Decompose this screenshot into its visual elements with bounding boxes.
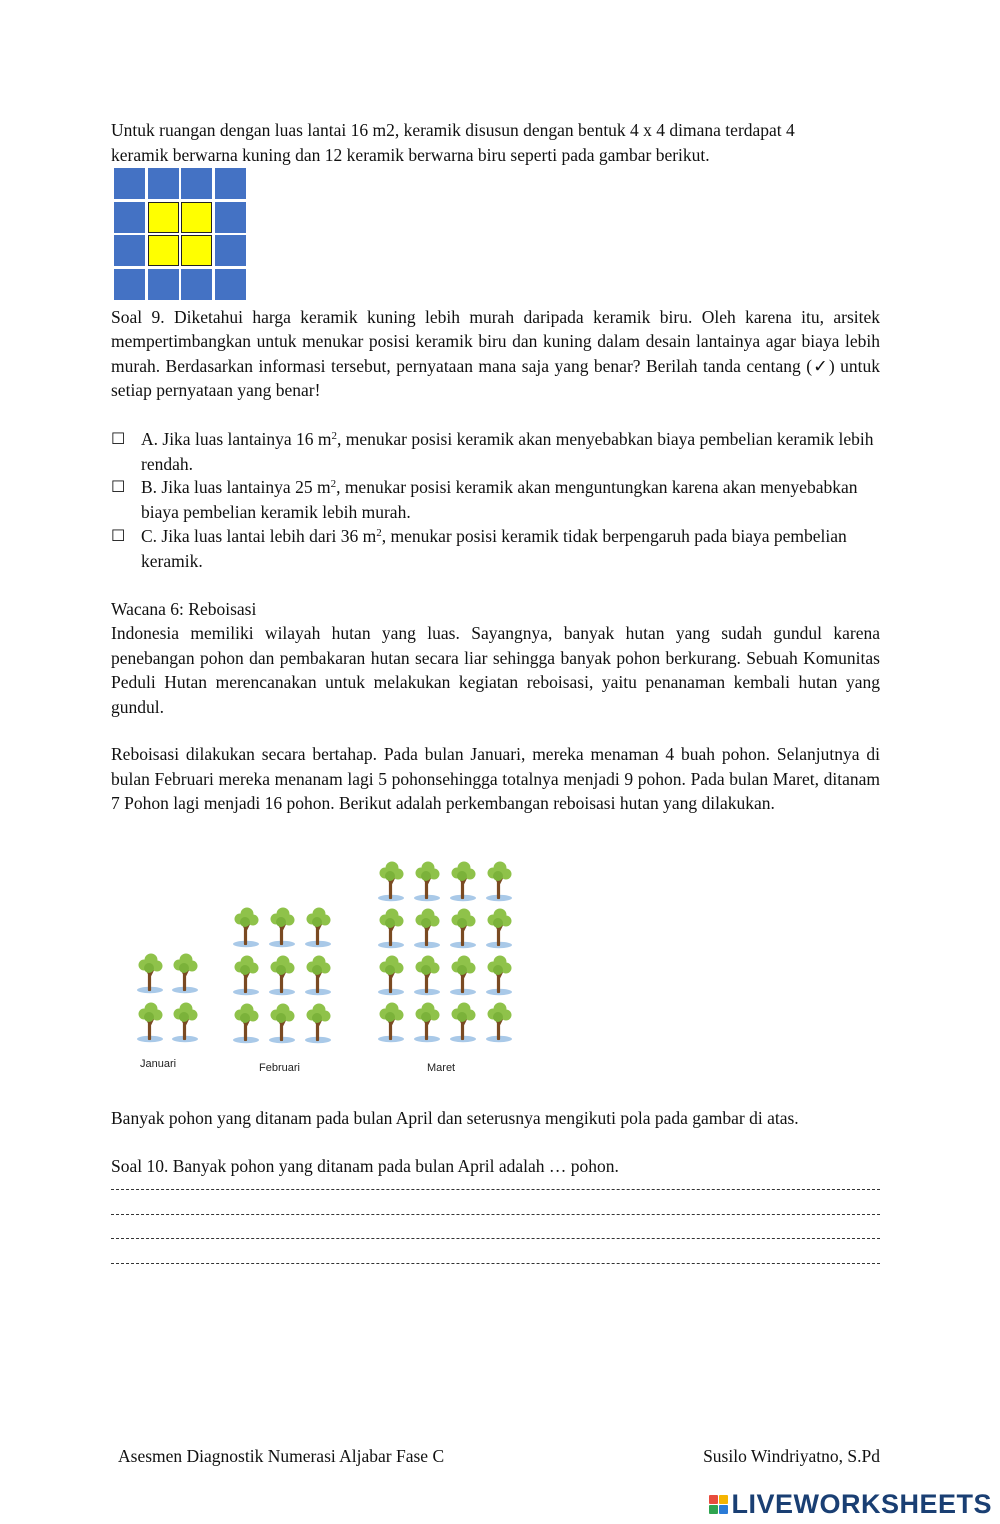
blue-tile bbox=[114, 202, 145, 233]
option-c-text: C. Jika luas lantai lebih dari 36 $m^2$, menukar posisi keramik tidak berpengaruh pada biaya pembelian keramik. bbox=[141, 526, 847, 571]
footer-author: Susilo Windriyatno, S.Pd bbox=[703, 1446, 880, 1466]
tree-icon bbox=[412, 860, 442, 902]
logo-cell bbox=[719, 1495, 728, 1504]
intro-line-2: keramik berwarna kuning dan 12 keramik berwarna biru seperti pada gambar berikut. bbox=[111, 144, 710, 165]
wacana6-paragraph-1: Indonesia memiliki wilayah hutan yang luas. Sayangnya, banyak hutan yang sudah gundul karena penebangan pohon dan pembakaran hutan secara liar sehingga banyak pohon berkurang. Sebuah Komunitas Peduli Hutan merencanakan untuk melakukan kegiatan reboisasi, yaitu penanaman kembali hutan yang gundul. bbox=[111, 623, 880, 717]
answer-line[interactable] bbox=[111, 1214, 880, 1228]
option-b-text: B. Jika luas lantainya 25 $m^2$, menukar posisi keramik akan menguntungkan karena akan menyebabkan biaya pembelian keramik lebih murah. bbox=[141, 477, 858, 522]
tree-icon bbox=[448, 860, 478, 902]
tree-icon bbox=[484, 860, 514, 902]
checkbox-c-icon[interactable]: ☐ bbox=[111, 526, 126, 545]
tree-icon bbox=[448, 954, 478, 996]
logo-cell bbox=[719, 1505, 728, 1514]
tree-icon bbox=[412, 1001, 442, 1043]
tree-icon bbox=[376, 1001, 406, 1043]
tree-icon bbox=[170, 952, 200, 994]
option-a-text: A. Jika luas lantainya 16 $m^2$, menukar posisi keramik akan menyebabkan biaya pembelian keramik lebih rendah. bbox=[141, 429, 874, 474]
wacana6-title: Wacana 6: Reboisasi bbox=[111, 599, 257, 619]
tree-icon bbox=[231, 1002, 261, 1044]
month-label: Maret bbox=[427, 1062, 456, 1074]
tree-icon bbox=[303, 906, 333, 948]
tree-icon bbox=[267, 906, 297, 948]
tree-icon bbox=[135, 952, 165, 994]
blue-tile bbox=[114, 235, 145, 266]
tree-icon bbox=[170, 1001, 200, 1043]
blue-tile bbox=[114, 168, 145, 199]
liveworksheets-logo-icon bbox=[709, 1495, 728, 1514]
tree-icon bbox=[303, 954, 333, 996]
soal9-question: Soal 9. Diketahui harga keramik kuning lebih murah daripada keramik biru. Oleh karena itu, arsitek mempertimbangkan untuk menukar posisi keramik biru dan kuning dalam desain lantainya agar biaya lebih murah. Berdasarkan informasi tersebut, pernyataan mana saja yang benar? Berilah tanda centang (✓) untuk setiap pernyataan yang benar! bbox=[111, 307, 880, 400]
intro-line-1: Untuk ruangan dengan luas lantai 16 m2, keramik disusun dengan bentuk 4 x 4 dimana terdapat 4 bbox=[111, 120, 795, 140]
blue-tile bbox=[148, 168, 179, 199]
month-label: Februari bbox=[259, 1062, 300, 1074]
tree-icon bbox=[412, 907, 442, 949]
blue-tile bbox=[148, 269, 179, 300]
logo-cell bbox=[709, 1495, 718, 1504]
blue-tile bbox=[181, 168, 212, 199]
tree-icon bbox=[267, 1002, 297, 1044]
logo-cell bbox=[709, 1505, 718, 1514]
intro-text bbox=[111, 118, 880, 167]
ceramic-tile-grid bbox=[114, 168, 246, 300]
tree-icon bbox=[484, 1001, 514, 1043]
liveworksheets-logo bbox=[709, 1488, 992, 1520]
answer-line[interactable] bbox=[111, 1263, 880, 1277]
tree-icon bbox=[484, 954, 514, 996]
tree-icon bbox=[448, 1001, 478, 1043]
tree-icon bbox=[448, 907, 478, 949]
answer-line[interactable] bbox=[111, 1238, 880, 1252]
tree-icon bbox=[376, 860, 406, 902]
blue-tile bbox=[215, 168, 246, 199]
blue-tile bbox=[114, 269, 145, 300]
tree-icon bbox=[376, 954, 406, 996]
tree-icon bbox=[412, 954, 442, 996]
wacana6-paragraph-2: Reboisasi dilakukan secara bertahap. Pada bulan Januari, mereka menaman 4 buah pohon. Selanjutnya di bulan Februari mereka menanam lagi 5 pohonsehingga totalnya menjadi 9 pohon. Pada bulan Maret, ditanam 7 Pohon lagi menjadi 16 pohon. Berikut adalah perkembangan reboisasi hutan yang dilakukan. bbox=[111, 744, 880, 813]
blue-tile bbox=[215, 202, 246, 233]
pattern-statement: Banyak pohon yang ditanam pada bulan April dan seterusnya mengikuti pola pada gambar di atas. bbox=[111, 1108, 799, 1128]
blue-tile bbox=[215, 269, 246, 300]
yellow-tile bbox=[181, 235, 212, 266]
tree-icon bbox=[135, 1001, 165, 1043]
yellow-tile bbox=[148, 235, 179, 266]
blue-tile bbox=[215, 235, 246, 266]
tree-icon bbox=[376, 907, 406, 949]
answer-line[interactable] bbox=[111, 1189, 880, 1203]
checkbox-a-icon[interactable]: ☐ bbox=[111, 429, 126, 448]
soal10-question: Soal 10. Banyak pohon yang ditanam pada bulan April adalah … pohon. bbox=[111, 1156, 619, 1176]
footer-title: Asesmen Diagnostik Numerasi Aljabar Fase C bbox=[118, 1446, 445, 1466]
tree-icon bbox=[231, 906, 261, 948]
yellow-tile bbox=[181, 202, 212, 233]
yellow-tile bbox=[148, 202, 179, 233]
liveworksheets-wordmark: LIVEWORKSHEETS bbox=[731, 1489, 992, 1519]
checkbox-b-icon[interactable]: ☐ bbox=[111, 477, 126, 496]
tree-icon bbox=[303, 1002, 333, 1044]
tree-icon bbox=[484, 907, 514, 949]
tree-icon bbox=[231, 954, 261, 996]
blue-tile bbox=[181, 269, 212, 300]
tree-icon bbox=[267, 954, 297, 996]
tree-growth-figure bbox=[125, 862, 530, 1084]
month-label: Januari bbox=[140, 1058, 177, 1070]
